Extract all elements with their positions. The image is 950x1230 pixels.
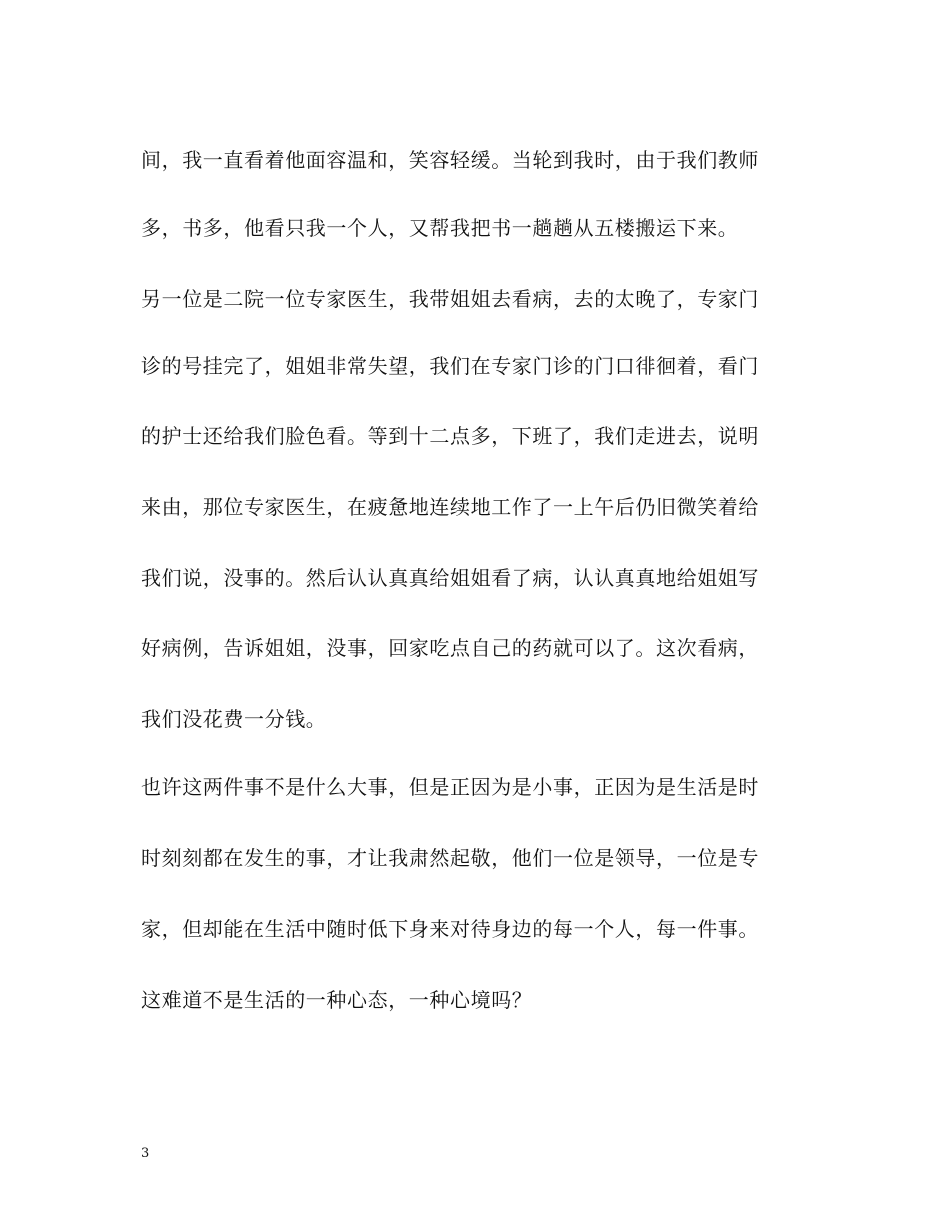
paragraph-line: 这难道不是生活的一种心态，一种心境吗？	[141, 988, 533, 1012]
paragraph-line: 我们说，没事的。然后认认真真给姐姐看了病，认认真真地给姐姐写	[141, 566, 759, 590]
paragraph-line: 时刻刻都在发生的事，才让我肃然起敬，他们一位是领导，一位是专	[141, 846, 759, 870]
paragraph-line: 多，书多，他看只我一个人，又帮我把书一趟趟从五楼搬运下来。	[141, 216, 739, 240]
paragraph-line: 也许这两件事不是什么大事，但是正因为是小事，正因为是生活是时	[141, 775, 759, 799]
paragraph-line: 另一位是二院一位专家医生，我带姐姐去看病，去的太晚了，专家门	[141, 287, 759, 311]
paragraph-line: 的护士还给我们脸色看。等到十二点多，下班了，我们走进去，说明	[141, 424, 759, 448]
paragraph-line: 我们没花费一分钱。	[141, 707, 327, 731]
page-number: 3	[141, 1146, 150, 1161]
paragraph-line: 来由，那位专家医生，在疲惫地连续地工作了一上午后仍旧微笑着给	[141, 495, 759, 519]
paragraph-line: 间，我一直看着他面容温和，笑容轻缓。当轮到我时，由于我们教师	[141, 148, 759, 172]
paragraph-line: 家，但却能在生活中随时低下身来对待身边的每一个人，每一件事。	[141, 917, 759, 941]
paragraph-line: 诊的号挂完了，姐姐非常失望，我们在专家门诊的门口徘徊着，看门	[141, 354, 759, 378]
paragraph-line: 好病例，告诉姐姐，没事，回家吃点自己的药就可以了。这次看病，	[141, 636, 759, 660]
